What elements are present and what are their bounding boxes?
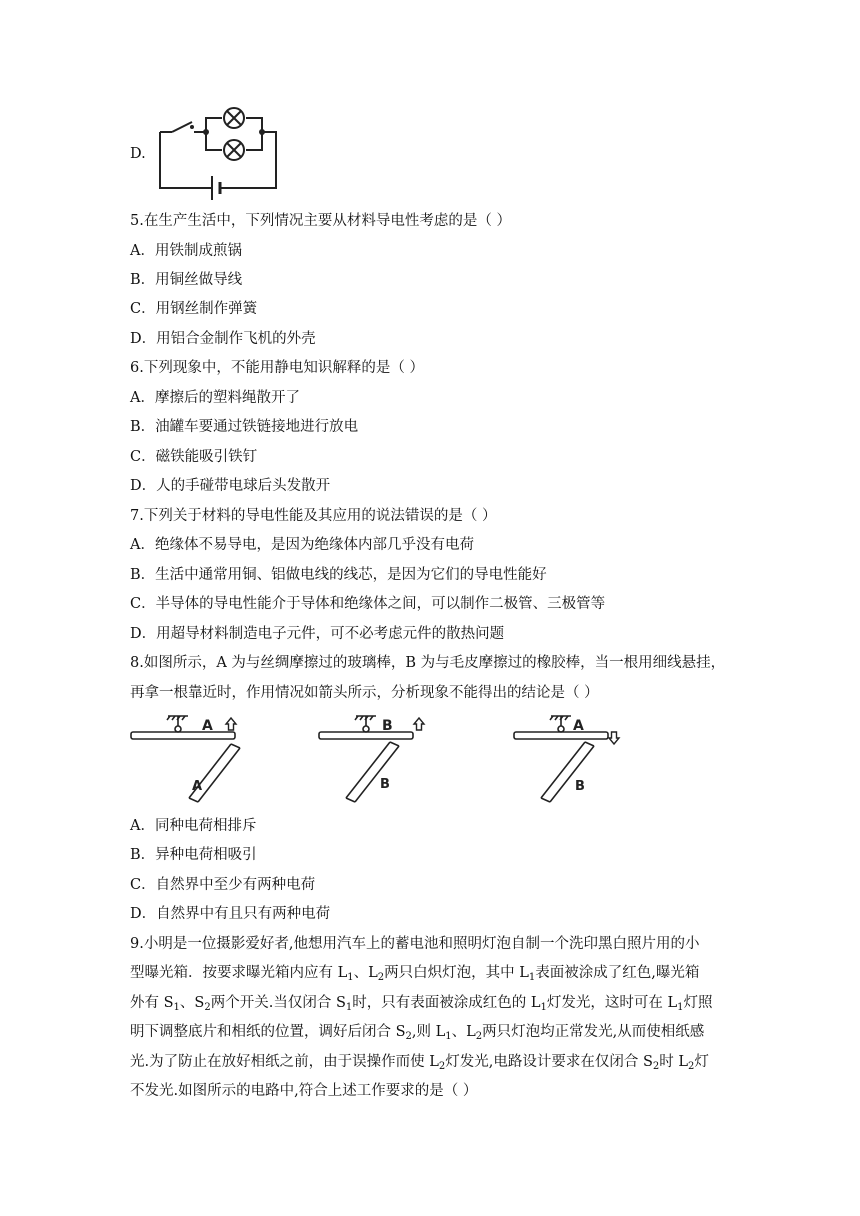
q9-line6: 不发光.如图所示的电路中,符合上述工作要求的是（ ） bbox=[130, 1083, 478, 1099]
q9-line4: 明下调整底片和相纸的位置，调好后闭合 $S_2$,则 $L_1$、$L_2$两只灯泡均正常发光,从而使相纸感 bbox=[130, 1024, 705, 1042]
q9-line1: 9.小明是一位摄影爱好者,他想用汽车上的蓄电池和照明灯泡自制一个洗印黑白照片用的小 bbox=[130, 936, 700, 952]
q8-fig3-hanging-label: A bbox=[573, 718, 584, 734]
q7-option-d: D．用超导材料制造电子元件，可不必考虑元件的散热问题 bbox=[130, 626, 505, 642]
q7-stem: 7.下列关于材料的导电性能及其应用的说法错误的是（ ） bbox=[130, 508, 497, 524]
q7-option-b: B．生活中通常用铜、铝做电线的线芯，是因为它们的导电性能好 bbox=[130, 567, 547, 583]
up-arrow-icon bbox=[226, 718, 236, 730]
q6-option-a: A．摩擦后的塑料绳散开了 bbox=[130, 390, 300, 406]
q5-stem: 5.在生产生活中，下列情况主要从材料导电性考虑的是（ ） bbox=[130, 213, 511, 229]
q5-option-a: A．用铁制成煎锅 bbox=[130, 243, 242, 259]
q8-option-b: B．异种电荷相吸引 bbox=[130, 847, 257, 863]
down-arrow-icon bbox=[609, 732, 619, 744]
q8-fig1-hanging-label: A bbox=[202, 718, 213, 734]
q8-figure-3 bbox=[511, 712, 631, 808]
q5-option-b: B．用铜丝做导线 bbox=[130, 272, 243, 288]
q7-option-c: C．半导体的导电性能介于导体和绝缘体之间，可以制作二极管、三极管等 bbox=[130, 596, 606, 612]
q6-option-b: B．油罐车要通过铁链接地进行放电 bbox=[130, 419, 359, 435]
q8-stem-line2: 再拿一根靠近时，作用情况如箭头所示，分析现象不能得出的结论是（ ） bbox=[130, 685, 599, 701]
q8-figure-1 bbox=[128, 712, 248, 808]
q4-option-d-label: D. bbox=[130, 146, 146, 162]
q6-option-d: D．人的手碰带电球后头发散开 bbox=[130, 478, 331, 494]
q8-fig1-near-label: A bbox=[192, 779, 203, 794]
q6-option-c: C．磁铁能吸引铁钉 bbox=[130, 449, 258, 465]
q8-stem-line1: 8.如图所示，A 为与丝绸摩擦过的玻璃棒，B 为与毛皮摩擦过的橡胶棒，当一根用细线悬挂， bbox=[130, 655, 726, 671]
q8-fig3-near-label: B bbox=[575, 779, 585, 794]
q9-line5: 光.为了防止在放好相纸之前，由于误操作而使 $L_2$灯发光,电路设计要求在仅闭合 $S_2$时 $L_2$灯 bbox=[130, 1054, 709, 1072]
q9-line3: 外有 $S_1$、$S_2$两个开关.当仅闭合 $S_1$时，只有表面被涂成红色的 $L_1$灯发光，这时可在 $L_1$灯照 bbox=[130, 995, 713, 1013]
q8-option-a: A．同种电荷相排斥 bbox=[130, 818, 257, 834]
q6-stem: 6.下列现象中，不能用静电知识解释的是（ ） bbox=[130, 360, 424, 376]
up-arrow-icon bbox=[414, 718, 424, 730]
q5-option-c: C．用钢丝制作弹簧 bbox=[130, 301, 258, 317]
q8-option-d: D．自然界中有且只有两种电荷 bbox=[130, 906, 331, 922]
q8-fig2-hanging-label: B bbox=[382, 718, 393, 734]
q8-option-c: C．自然界中至少有两种电荷 bbox=[130, 877, 316, 893]
q9-line2: 型曝光箱．按要求曝光箱内应有 $L_1$、$L_2$两只白炽灯泡，其中 $L_1$表面被涂成了红色,曝光箱 bbox=[130, 965, 700, 983]
q8-fig2-near-label: B bbox=[380, 777, 390, 792]
q5-option-d: D．用铝合金制作飞机的外壳 bbox=[130, 331, 316, 347]
q8-figure-2 bbox=[316, 712, 436, 808]
q7-option-a: A．绝缘体不易导电，是因为绝缘体内部几乎没有电荷 bbox=[130, 537, 474, 553]
circuit-diagram-d bbox=[150, 104, 280, 200]
